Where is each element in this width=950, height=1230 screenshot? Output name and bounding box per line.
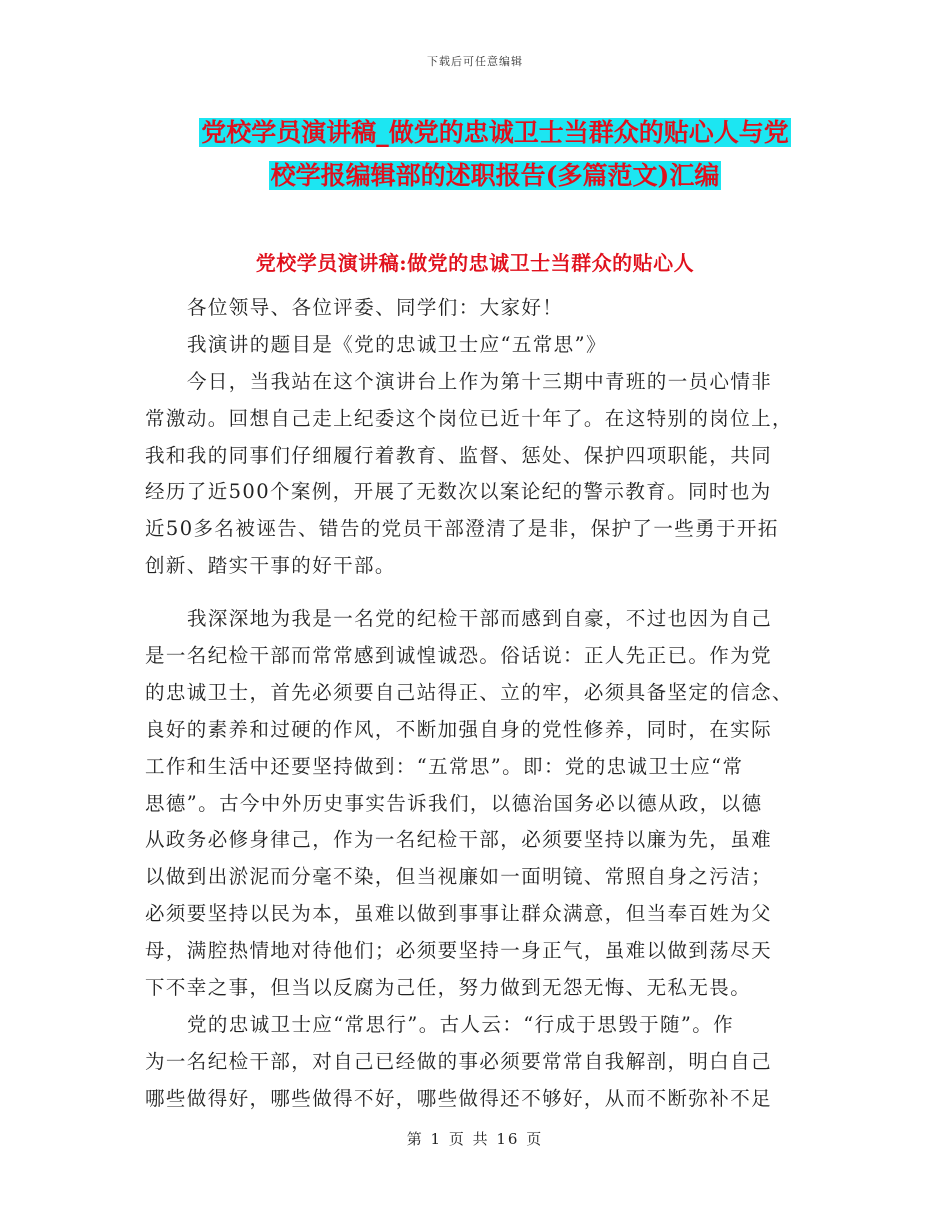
paragraph-line: 工作和生活中还要坚持做到：“五常思”。即：党的忠诚卫士应“常 [145,754,744,778]
paragraph-line: 创新、踏实干事的好干部。 [145,554,396,578]
paragraph-line: 下不幸之事，但当以反腐为己任，努力做到无怨无悔、无私无畏。 [145,976,752,1000]
paragraph-line: 母，满腔热情地对待他们；必须要坚持一身正气，虽难以做到荡尽天 [145,939,773,963]
paragraph-line: 我深深地为我是一名党的纪检干部而感到自豪，不过也因为自己 [187,607,773,631]
paragraph-line: 今日，当我站在这个演讲台上作为第十三期中青班的一员心情非 [187,369,773,393]
paragraph-line: 从政务必修身律己，作为一名纪检干部，必须要坚持以廉为先，虽难 [145,828,773,852]
paragraph-line: 良好的素养和过硬的作风，不断加强自身的党性修养，同时，在实际 [145,717,773,741]
paragraph-line: 以做到出淤泥而分毫不染，但当视廉如一面明镜、常照自身之污洁； [145,865,773,889]
paragraph-line: 近50多名被诬告、错告的党员干部澄清了是非，保护了一些勇于开拓 [145,517,779,541]
title-text-line1: 党校学员演讲稿_做党的忠诚卫士当群众的贴心人与党 [201,118,789,147]
header-note: 下载后可任意编辑 [427,55,523,68]
page-footer: 第 1 页 共 16 页 [406,1130,544,1148]
paragraph-line: 经历了近500个案例，开展了无数次以案论纪的警示教育。同时也为 [145,480,772,504]
paragraph-line: 我演讲的题目是《党的忠诚卫士应“五常思”》 [187,332,607,356]
document-title-line1 [145,112,845,154]
paragraph-line: 思德”。古今中外历史事实告诉我们，以德治国务必以德从政，以德 [145,791,763,815]
paragraph-line: 是一名纪检干部而常常感到诚惶诚恐。俗话说：正人先正已。作为党 [145,644,773,668]
paragraph-line: 我和我的同事们仔细履行着教育、监督、惩处、保护四项职能，共同 [145,443,773,467]
title-text-line2: 校学报编辑部的述职报告(多篇范文)汇编 [270,161,720,190]
paragraph-line: 的忠诚卫士，首先必须要自己站得正、立的牢，必须具备坚定的信念、 [145,680,793,704]
paragraph-gap [145,585,805,601]
paragraph-line: 各位领导、各位评委、同学们：大家好！ [187,296,564,319]
paragraph-line: 常激动。回想自己走上纪委这个岗位已近十年了。在这特别的岗位上， [145,406,793,430]
paragraph-line: 党的忠诚卫士应“常思行”。古人云：“行成于思毁于随”。作 [187,1012,735,1036]
section-subtitle: 党校学员演讲稿:做党的忠诚卫士当群众的贴心人 [255,251,695,275]
document-title-line2 [145,155,845,197]
body-text [145,290,805,1118]
paragraph-line: 必须要坚持以民为本，虽难以做到事事让群众满意，但当奉百姓为父 [145,902,773,926]
paragraph-line: 为一名纪检干部，对自己已经做的事必须要常常自我解剖，明白自己 [145,1049,773,1073]
paragraph-line: 哪些做得好，哪些做得不好，哪些做得还不够好，从而不断弥补不足 [145,1086,773,1110]
